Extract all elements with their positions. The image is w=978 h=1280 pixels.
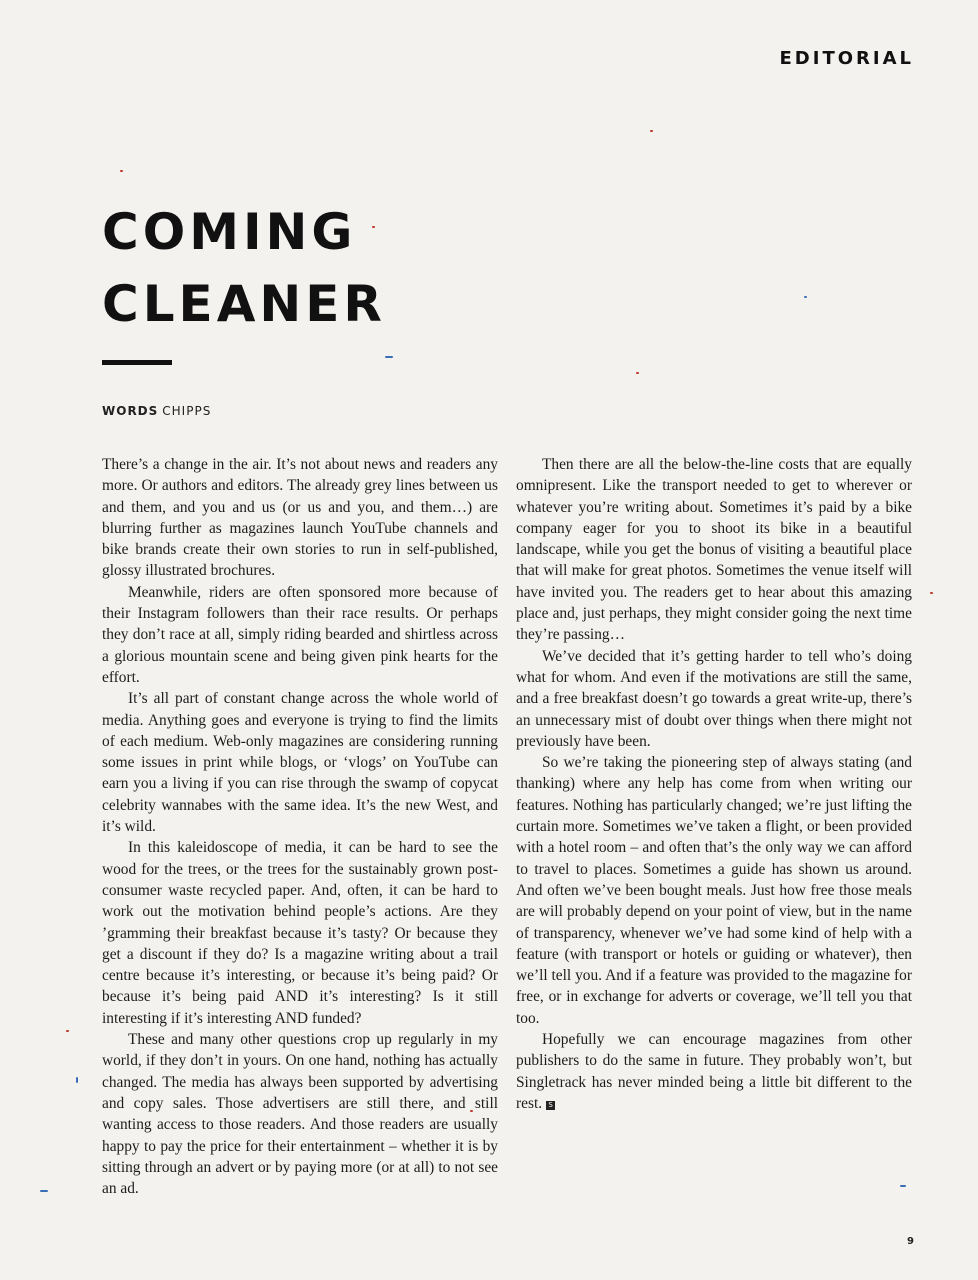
paper-fleck — [76, 1077, 78, 1083]
title-line: CLEANER — [102, 275, 386, 333]
section-label: EDITORIAL — [779, 48, 914, 69]
paper-fleck — [900, 1185, 906, 1187]
paper-fleck — [636, 372, 639, 374]
body-paragraph: It’s all part of constant change across the whole world of media. Anything goes and everyone is trying to find the limits of each medium. Web-only magazines are considering running some issues in print while blogs, or ‘vlogs’ on YouTube can earn you a living if you can rise through the swamp of copycat celebrity wannabes with the same idea. It’s the new West, and it’s wild. — [102, 690, 498, 836]
left-column — [102, 454, 498, 1199]
body-paragraph — [516, 1029, 912, 1114]
paper-fleck — [66, 1030, 69, 1032]
page-number: 9 — [907, 1236, 914, 1247]
body-paragraph: Meanwhile, riders are often sponsored more because of their Instagram followers than their race results. Or perhaps they don’t race at all, simply riding bearded and shirtless across a glorious mountain scene and being given pink hearts for the effort. — [102, 583, 498, 686]
body-paragraph: So we’re taking the pioneering step of always stating (and thanking) where any help has come from when writing our features. Nothing has particularly changed; we’re just lifting the curtain more. Sometimes we’ve taken a flight, or been provided with a hotel room – and often that’s the only way we can afford to travel to places. Sometimes a guide has shown us around. And often we’ve been bought meals. Just how free those meals are will probably depend on your point of view, but in the name of transparency, whenever we’ve had some kind of help with a feature (with transport or hotels or guiding or whatever), then we’ll tell you. And if a feature was provided to the magazine for free, or in exchange for adverts or coverage, we’ll tell you that too. — [516, 754, 912, 1027]
closing-text: Hopefully we can encourage magazines from other publishers to do the same in future. They probably won’t, but Singletrack has never minded being a little bit different to the rest. — [516, 1031, 912, 1112]
paper-fleck — [120, 170, 123, 172]
right-column — [516, 454, 912, 1114]
title-underline — [102, 360, 172, 365]
paper-fleck — [930, 592, 933, 594]
body-paragraph: These and many other questions crop up regularly in my world, if they don’t in yours. On one hand, nothing has actually changed. The media has always been supported by advertising and copy sales. Those advertisers are still there, and still wanting access to those readers. And those readers are usually happy to pay the price for their entertainment – whether it is by sitting through an advert or by paying more (or at all) to not see an ad. — [102, 1031, 498, 1198]
byline-label: WORDS — [102, 404, 159, 418]
end-mark-icon: S — [546, 1101, 555, 1110]
body-paragraph: We’ve decided that it’s getting harder to tell who’s doing what for whom. And even if the motivations are still the same, and a free breakfast doesn’t go towards a great write-up, there’s an unnecessary mist of doubt over things when there might not previously have been. — [516, 647, 912, 750]
title-line: COMING — [102, 203, 357, 261]
article-title — [102, 196, 386, 340]
paper-fleck — [40, 1190, 48, 1192]
body-paragraph: In this kaleidoscope of media, it can be hard to see the wood for the trees, or the trees for the sustainably grown post-consumer waste recycled paper. And, often, it can be hard to work out the motivation behind people’s actions. Are they ’gramming their breakfast because it’s tasty? Or because they get a discount if they do? Is a magazine writing about a trail centre because it’s interesting, or because it’s being paid? Or because it’s being paid AND it’s interesting? Is it still interesting if it’s interesting AND funded? — [102, 839, 498, 1027]
body-paragraph: There’s a change in the air. It’s not about news and readers any more. Or authors and editors. The already grey lines between us and them, and you and us (or us and you, and them…) are blurring further as magazines launch YouTube channels and bike brands create their own stories to run in self-published, glossy illustrated brochures. — [102, 456, 498, 580]
byline-author: CHIPPS — [162, 404, 212, 418]
paper-fleck — [385, 356, 393, 358]
paper-fleck — [804, 296, 807, 298]
byline — [102, 404, 211, 418]
paper-fleck — [650, 130, 653, 132]
body-paragraph: Then there are all the below-the-line costs that are equally omnipresent. Like the transport needed to get to wherever or whatever you’re writing about. Sometimes it’s paid by a bike company eager for you to shoot its bike in a beautiful landscape, while you get the bonus of visiting a beautiful place that will make for great photos. Sometimes the venue itself will have invited you. The readers get to hear about this amazing place and, just perhaps, they might consider going the next time they’re passing… — [516, 456, 912, 644]
